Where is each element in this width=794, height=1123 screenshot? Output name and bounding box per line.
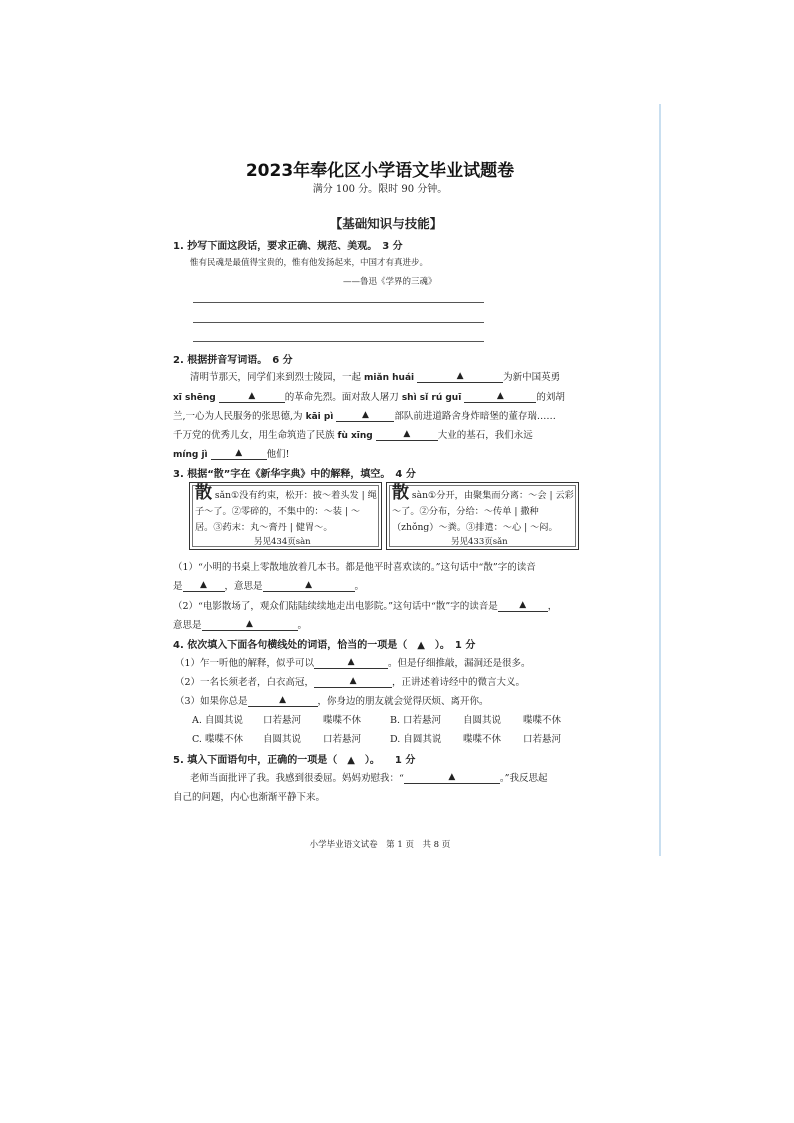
blank-marker-icon: ▲ (235, 448, 243, 458)
q5-text: 。”我反思起 (499, 773, 548, 784)
option-word: 喋喋不休 (204, 734, 243, 745)
q3-text: （2）“电影散场了，观众们陆陆续续地走出电影院。”这句话中“散”字的读音是 (173, 601, 498, 612)
q5-line-1 (190, 770, 547, 784)
q2-blank-2[interactable] (219, 391, 285, 403)
dict-line: 居。③药末：丸～膏丹 | 健胃～。 (195, 522, 333, 533)
option-word: 喋喋不休 (523, 715, 562, 726)
dict-line: 子～了。②零碎的，不集中的：～装 | ～ (195, 506, 361, 517)
blank-marker-icon: ▲ (456, 371, 464, 381)
q1-writing-line-2[interactable] (193, 322, 484, 323)
q5-prompt: 5. 填入下面语句中，正确的一项是（ ▲ ）。 1 分 (173, 755, 416, 766)
option-word: 自圆其说 (463, 715, 502, 726)
dict-headword: 散 (392, 483, 409, 503)
q3-prompt: 3. 根据“散”字在《新华字典》中的解释，填空。 4 分 (173, 469, 416, 480)
exam-title: 2023年奉化区小学语文毕业试题卷 (245, 161, 515, 181)
q2-line-3 (173, 408, 556, 422)
q4-sentence-1 (175, 655, 531, 669)
dict-cross-ref: 另见433页sǎn (451, 537, 508, 547)
dict-headword: 散 (195, 483, 212, 503)
q3-sentence-1: （1）“小明的书桌上零散地放着几本书。都是他平时喜欢读的。”这句话中“散”字的读音 (173, 562, 536, 573)
q2-line-5 (173, 446, 289, 460)
q4-sentence-3 (175, 693, 489, 707)
option-word: 喋喋不休 (463, 734, 502, 745)
option-word: 自圆其说 (204, 715, 243, 726)
q2-blank-6[interactable] (211, 448, 267, 460)
q1-source: ——鲁迅《学界的三魂》 (343, 277, 437, 287)
q2-pinyin: míng jì (173, 450, 208, 460)
q2-text: 为新中国英勇 (503, 372, 561, 383)
q3-text: 。 (297, 620, 308, 631)
q2-text: 的刘胡 (536, 392, 565, 403)
q4-blank-3[interactable] (248, 695, 318, 707)
q3-text: 。 (354, 581, 365, 592)
q2-blank-5[interactable] (376, 429, 438, 441)
option-word: 自圆其说 (403, 734, 442, 745)
blank-marker-icon: ▲ (519, 600, 527, 610)
q2-text: 部队前进道路舍身炸暗堡的董存瑞…… (394, 411, 556, 422)
q2-text: 清明节那天，同学们来到烈士陵园，一起 (190, 372, 362, 383)
q4-text: 。但是仔细推敲，漏洞还是很多。 (388, 658, 531, 669)
dict-line: （zhǒng）～粪。③排遣：～心 | ～闷。 (392, 522, 558, 533)
blank-marker-icon: ▲ (246, 619, 253, 629)
q5-text: 老师当面批评了我。我感到很委屈。妈妈劝慰我：“ (190, 773, 404, 784)
q1-quote: 惟有民魂是最值得宝贵的，惟有他发扬起来，中国才有真进步。 (190, 258, 429, 268)
q4-blank-2[interactable] (314, 676, 392, 688)
q3-sentence-2-answer (173, 617, 307, 631)
q2-line-1 (190, 369, 560, 383)
q2-prompt: 2. 根据拼音写词语。 6 分 (173, 355, 293, 366)
q4-text: （2）一名长须老者，白衣高冠， (175, 677, 315, 688)
q2-text: 的革命先烈。面对敌人屠刀 (284, 392, 399, 403)
q4-text: （1）乍一听他的解释，似乎可以 (175, 658, 315, 669)
q2-blank-1[interactable] (417, 371, 503, 383)
option-word: 口若悬河 (323, 734, 362, 745)
dict-line: sàn①分开，由聚集而分离：～会 | 云彩 (411, 490, 574, 501)
q3-sentence-2 (173, 598, 557, 612)
q4-option-d[interactable] (390, 731, 441, 745)
blank-marker-icon: ▲ (448, 772, 456, 782)
q3-blank-4[interactable] (202, 619, 298, 631)
option-word: 喋喋不休 (323, 715, 362, 726)
blank-marker-icon: ▲ (248, 391, 256, 401)
q3-text: ，意思是 (224, 581, 263, 592)
q5-blank[interactable] (404, 772, 500, 784)
q4-text: ，正讲述着诗经中的微言大义。 (392, 677, 526, 688)
q2-blank-4[interactable] (336, 410, 394, 422)
q3-sentence-1-answer (173, 578, 364, 592)
q4-text: （3）如果你总是 (175, 696, 248, 707)
option-letter: C. (192, 734, 202, 745)
exam-subtitle: 满分 100 分。限时 90 分钟。 (312, 184, 448, 195)
blank-marker-icon: ▲ (279, 695, 286, 705)
q2-text: 兰,一心为人民服务的张思德,为 (173, 411, 303, 422)
q2-blank-3[interactable] (464, 391, 536, 403)
dict-line: sǎn①没有约束，松开：披～着头发 | 绳 (214, 490, 377, 501)
q4-option-c[interactable] (192, 731, 243, 745)
q4-option-a[interactable] (192, 712, 243, 726)
q3-text: 是 (173, 581, 183, 592)
q3-blank-2[interactable] (263, 580, 355, 592)
option-word: 口若悬河 (523, 734, 562, 745)
option-letter: A. (192, 715, 202, 726)
dict-entry-box-san4 (386, 482, 579, 550)
q4-sentence-2 (175, 674, 525, 688)
option-word: 自圆其说 (263, 734, 302, 745)
blank-marker-icon: ▲ (349, 676, 357, 686)
q2-line-4 (173, 427, 533, 441)
q2-pinyin: miǎn huái (364, 373, 415, 383)
q2-text: 他们! (266, 449, 290, 460)
q3-blank-3[interactable] (498, 600, 548, 612)
q3-text: ， (547, 601, 558, 612)
q1-writing-line-1[interactable] (193, 302, 484, 303)
q4-option-b[interactable] (390, 712, 441, 726)
option-word: 口若悬河 (263, 715, 302, 726)
q2-text: 大业的基石，我们永远 (437, 430, 533, 441)
q3-text: 意思是 (173, 620, 202, 631)
blank-marker-icon: ▲ (200, 580, 207, 590)
dict-entry-text (195, 485, 377, 536)
q5-line-2: 自己的问题，内心也渐渐平静下来。 (173, 792, 326, 803)
dict-entry-text (392, 485, 574, 536)
blank-marker-icon: ▲ (361, 410, 369, 420)
q1-prompt: 1. 抄写下面这段话，要求正确、规范、美观。 3 分 (173, 241, 403, 252)
q2-pinyin: shì sǐ rú guī (401, 393, 462, 403)
q4-blank-1[interactable] (314, 657, 388, 669)
q4-prompt: 4. 依次填入下面各句横线处的词语，恰当的一项是（ ▲ ）。 1 分 (173, 640, 476, 651)
section-heading: 【基础知识与技能】 (329, 216, 443, 231)
q2-line-2 (173, 389, 565, 403)
option-word: 口若悬河 (403, 715, 442, 726)
q3-blank-1[interactable] (183, 580, 225, 592)
option-letter: B. (390, 715, 401, 726)
blank-marker-icon: ▲ (305, 580, 312, 590)
q4-text: ，你身边的朋友就会觉得厌烦、离开你。 (317, 696, 489, 707)
dict-line: ～了。②分布，分给：～传单 | 撒种 (392, 506, 539, 517)
q2-pinyin: kāi pì (305, 412, 334, 422)
q1-writing-line-3[interactable] (193, 341, 484, 342)
blank-marker-icon: ▲ (496, 391, 504, 401)
dict-cross-ref: 另见434页sàn (254, 537, 311, 547)
q2-text: 千万党的优秀儿女，用生命筑造了民族 (173, 430, 335, 441)
dict-entry-box-san3 (189, 482, 382, 550)
q2-pinyin: xī shēng (173, 393, 216, 403)
option-letter: D. (390, 734, 401, 745)
page-footer: 小学毕业语文试卷 第 1 页 共 8 页 (309, 840, 451, 850)
blank-marker-icon: ▲ (347, 657, 355, 667)
q2-pinyin: fù xīng (337, 431, 373, 441)
blank-marker-icon: ▲ (403, 429, 411, 439)
